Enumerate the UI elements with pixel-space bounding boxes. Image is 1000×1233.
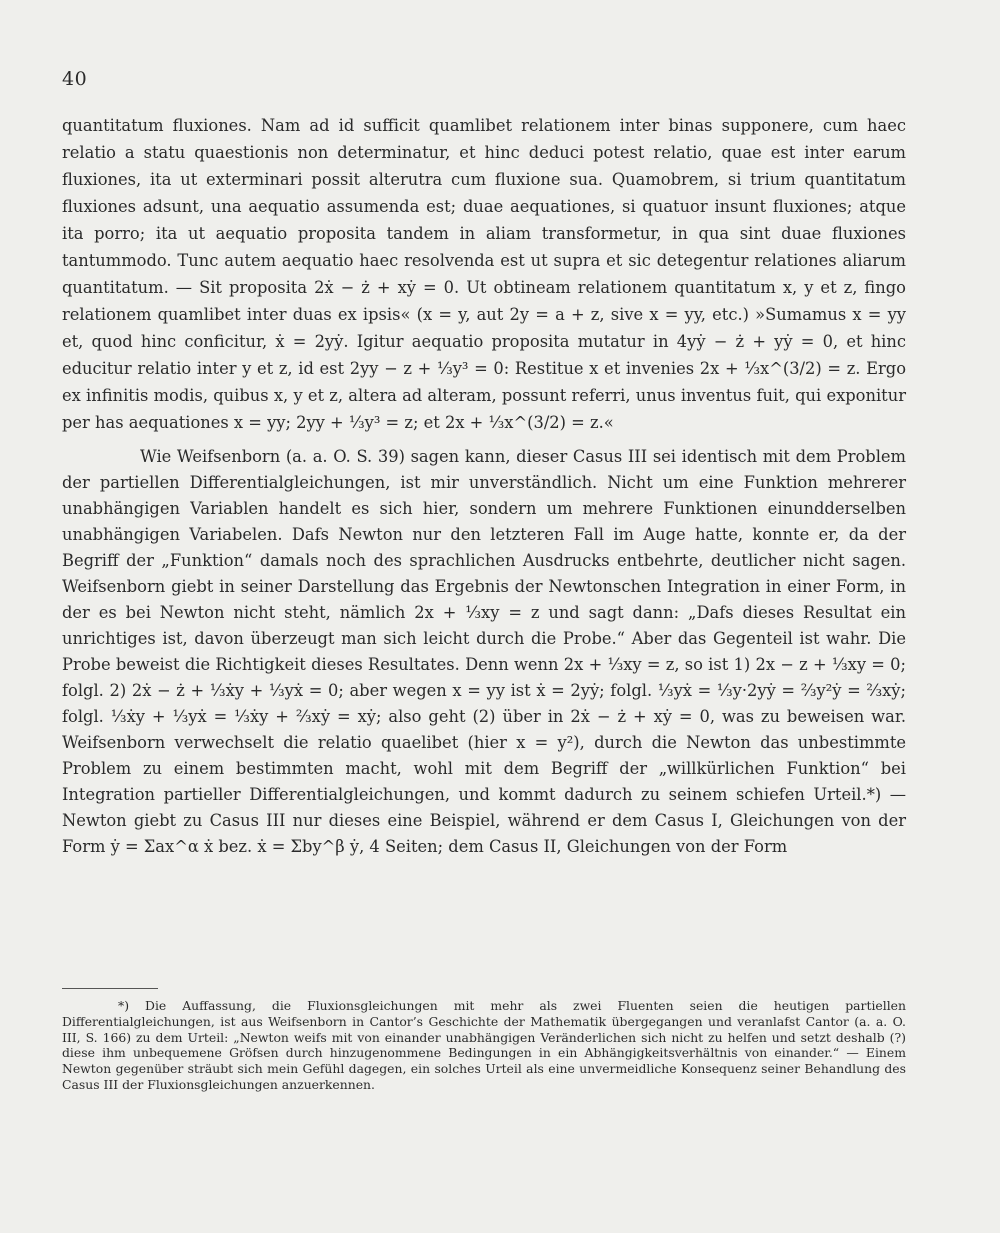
footnote-rule xyxy=(62,988,158,989)
footnote xyxy=(62,998,906,1093)
page-number: 40 xyxy=(62,68,88,90)
paragraph-commentary: Wie Weifsenborn (a. a. O. S. 39) sagen kann, dieser Casus III sei identisch mit dem Problem der partiellen Differentialgleichungen, ist mir unverständlich. Nicht um eine Funktion mehrerer unabhängigen Variablen handelt es sich hier, sondern um mehrere Funktionen einundderselben unabhängigen Variabelen. Dafs Newton nur den letzteren Fall im Auge hatte, konnte er, da der Begriff der „Funktion“ damals noch des sprachlichen Ausdrucks entbehrte, deutlicher nicht sagen. Weifsenborn giebt in seiner Darstellung das Ergebnis der Newtonschen Integration in einer Form, in der es bei Newton nicht steht, nämlich 2x + ⅓xy = z und sagt dann: „Dafs dieses Resultat ein unrichtiges ist, davon überzeugt man sich leicht durch die Probe.“ Aber das Gegenteil ist wahr. Die Probe beweist die Richtigkeit dieses Resultates. Denn wenn 2x + ⅓xy = z, so ist 1) 2x − z + ⅓xy = 0; folgl. 2) 2ẋ − ż + ⅓ẋy + ⅓yẋ = 0; aber wegen x = yy ist ẋ = 2yẏ; folgl. ⅓yẋ = ⅓y·2yẏ = ⅔y²ẏ = ⅔xẏ; folgl. ⅓ẋy + ⅓yẋ = ⅓ẋy + ⅔xẏ = xẏ; also geht (2) über in 2ẋ − ż + xẏ = 0, was zu beweisen war. Weifsenborn verwechselt die relatio quaelibet (hier x = y²), durch die Newton das unbestimmte Problem zu einem bestimmten macht, wohl mit dem Begriff der „willkürlichen Funktion“ bei Integration partieller Differentialgleichungen, und kommt dadurch zu seinem schiefen Urteil.*) — Newton giebt zu Casus III nur dieses eine Beispiel, während er dem Casus I, Gleichungen von der Form ẏ = Σax^α ẋ bez. ẋ = Σby^β ẏ, 4 Seiten; dem Casus II, Gleichungen von der Form xyxy=(62,447,906,856)
paragraph-latin-quote: quantitatum fluxiones. Nam ad id sufficit quamlibet relationem inter binas supponere, cum haec relatio a statu quaestionis non determinatur, et hinc deduci potest relatio, quae est inter earum fluxiones, ita ut exterminari possit alterutra cum fluxione sua. Quamobrem, si trium quantitatum fluxiones adsunt, una aequatio assumenda est; duae aequationes, si quatuor insunt fluxiones; atque ita porro; ita ut aequatio proposita tandem in aliam transformetur, in qua sint duae fluxiones tantummodo. Tunc autem aequatio haec resolvenda est ut supra et sic detegentur relationes aliarum quantitatum. — Sit proposita 2ẋ − ż + xẏ = 0. Ut obtineam relationem quantitatum x, y et z, fingo relationem quamlibet inter duas ex ipsis« (x = y, aut 2y = a + z, sive x = yy, etc.) »Sumamus x = yy et, quod hinc conficitur, ẋ = 2yẏ. Igitur aequatio proposita mutatur in 4yẏ − ż + yẏ = 0, et hinc educitur relatio inter y et z, id est 2yy − z + ⅓y³ = 0: Restitue x et invenies 2x + ⅓x^(3/2) = z. Ergo ex infinitis modis, quibus x, y et z, altera ad alteram, possunt referri, unus inventus fuit, qui exponitur per has aequationes x = yy; 2yy + ⅓y³ = z; et 2x + ⅓x^(3/2) = z.« xyxy=(62,116,906,432)
body-text xyxy=(62,112,906,860)
footnote-text: *) Die Auffassung, die Fluxionsgleichungen mit mehr als zwei Fluenten seien die heutigen partiellen Differentialgleichungen, ist aus Weifsenborn in Cantor’s Geschichte der Mathematik übergegangen und veranlafst Cantor (a. a. O. III, S. 166) zu dem Urteil: „Newton weifs mit von einander unabhängigen Veränderlichen sich nicht zu helfen und setzt deshalb (?) diese ihm unbequemene Gröfsen durch hinzugenommene Bedingungen in ein Abhängigkeitsverhältnis von einander.“ — Einem Newton gegenüber sträubt sich mein Gefühl dagegen, ein solches Urteil als eine unvermeidliche Konsequenz seiner Behandlung des Casus III der Fluxionsgleichungen anzuerkennen. xyxy=(62,998,906,1092)
